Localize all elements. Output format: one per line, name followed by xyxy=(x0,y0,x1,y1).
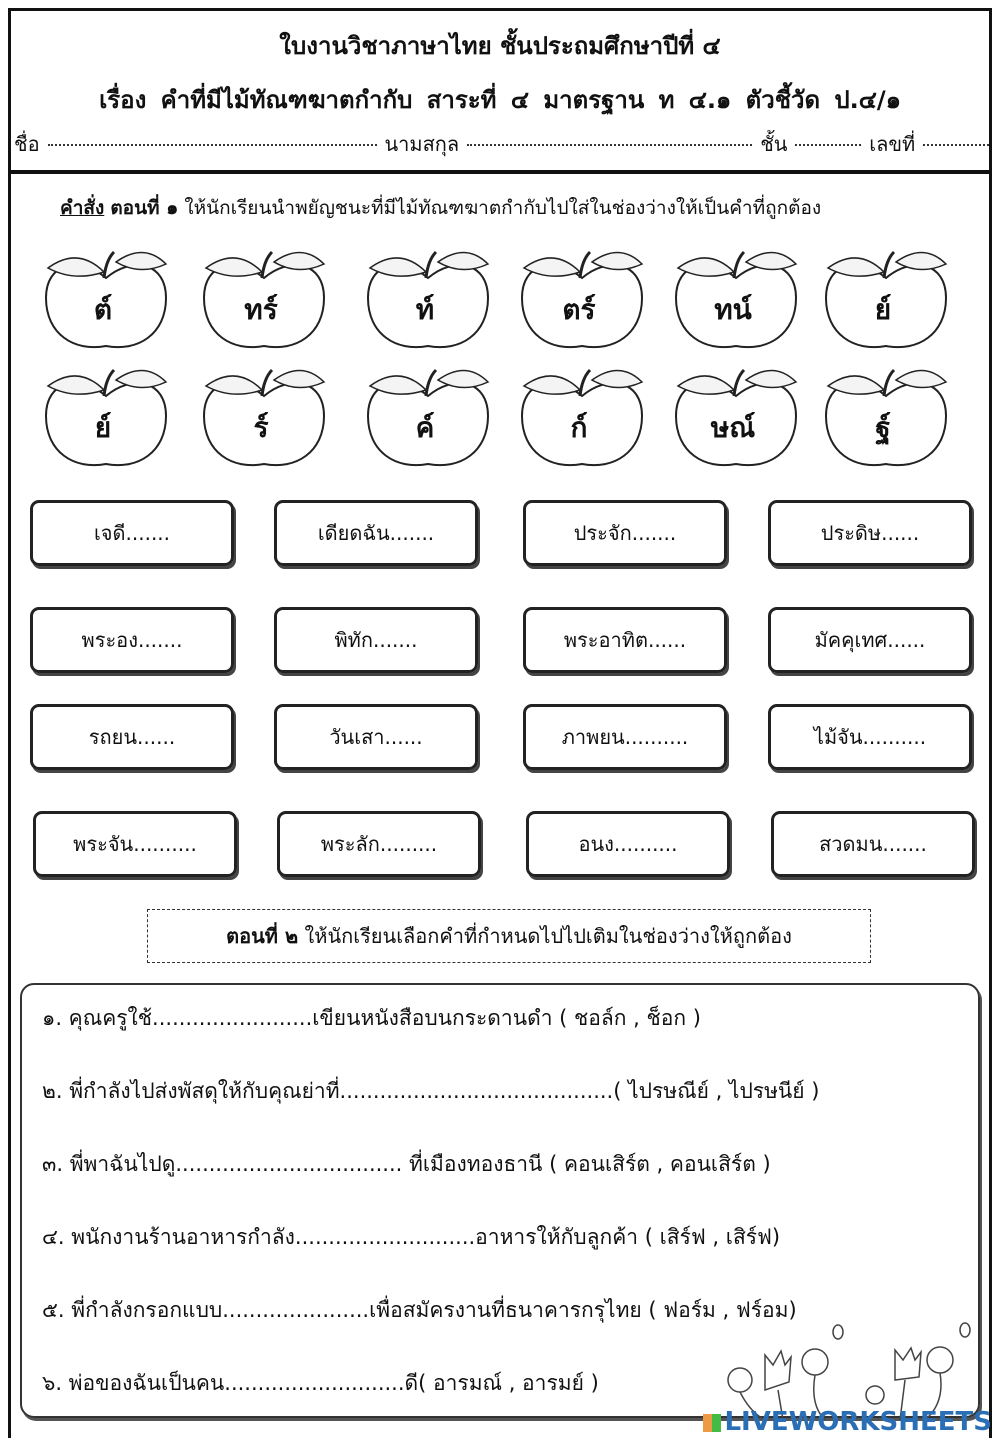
apple-letters: ทน์ xyxy=(714,293,752,326)
apple-card[interactable] xyxy=(670,366,802,474)
word-blank-box[interactable]: เจดี....... xyxy=(30,500,234,566)
apple-card[interactable] xyxy=(820,248,952,356)
surname-label: นามสกุล xyxy=(384,132,460,156)
flowers-decoration-icon xyxy=(720,1320,990,1420)
header-divider xyxy=(8,170,992,174)
apple-card[interactable] xyxy=(516,248,648,356)
apple-letters: ท์ xyxy=(415,293,435,326)
apple-letters: ก์ xyxy=(570,411,588,444)
word-blank-box[interactable]: พระจัน.......... xyxy=(33,811,237,877)
apple-letters: ย์ xyxy=(874,293,892,326)
part2-label: ตอนที่ ๒ xyxy=(226,924,299,948)
apple-card[interactable] xyxy=(362,366,494,474)
question-item[interactable]: ๖. พ่อของฉันเป็นคน...........................ดี( อารมณ์ , อารมย์ ) xyxy=(42,1371,599,1395)
student-info-row xyxy=(14,128,989,160)
apple-card[interactable] xyxy=(820,366,952,474)
word-blank-box[interactable]: พิทัก....... xyxy=(274,607,478,673)
apple-card[interactable] xyxy=(198,366,330,474)
question-item[interactable]: ๕. พี่กำลังกรอกแบบ......................เพื่อสมัครงานที่ธนาคารกรุไทย ( ฟอร์ม , ฟร์อม) xyxy=(42,1298,797,1322)
apple-letters: ษณ์ xyxy=(710,411,756,444)
apple-card[interactable] xyxy=(516,366,648,474)
word-blank-box[interactable]: ไม้จัน.......... xyxy=(768,704,972,770)
name-label: ชื่อ xyxy=(14,132,40,156)
word-blank-box[interactable]: พระอาทิต...... xyxy=(523,607,727,673)
word-blank-box[interactable]: สวดมน....... xyxy=(771,811,975,877)
part2-heading xyxy=(147,909,871,963)
part1-text: ให้นักเรียนนำพยัญชนะที่มีไม้ทัณฑฆาตกำกับไปใส่ในช่องว่างให้เป็นคำที่ถูกต้อง xyxy=(184,197,822,219)
word-blank-box[interactable]: ประดิษ...... xyxy=(768,500,972,566)
question-item[interactable]: ๒. พี่กำลังไปส่งพัสดุให้กับคุณย่าที่.........................................( ไปรษณีย์ , ไปรษนีย์ ) xyxy=(42,1079,820,1103)
worksheet-subtitle: เรื่อง คำที่มีไม้ทัณฑฆาตกำกับ สาระที่ ๔ มาตรฐาน ท ๔.๑ ตัวชี้วัด ป.๔/๑ xyxy=(99,86,901,114)
apple-letters: ตร์ xyxy=(562,293,596,326)
word-blank-box[interactable]: พระอง....... xyxy=(30,607,234,673)
word-blank-box[interactable]: ประจัก....... xyxy=(523,500,727,566)
word-blank-box[interactable]: รถยน...... xyxy=(30,704,234,770)
part2-text: ให้นักเรียนเลือกคำที่กำหนดไปไปเติมในช่องว่างให้ถูกต้อง xyxy=(304,924,792,948)
word-blank-box[interactable]: เดียดฉัน....... xyxy=(274,500,478,566)
class-label: ชั้น xyxy=(760,132,788,156)
number-field[interactable] xyxy=(923,128,989,146)
name-field[interactable] xyxy=(48,128,377,146)
word-blank-box[interactable]: ภาพยน.......... xyxy=(523,704,727,770)
word-blank-box[interactable]: มัคคุเทศ...... xyxy=(768,607,972,673)
word-blank-box[interactable]: อนง.......... xyxy=(526,811,730,877)
apple-letters: ร์ xyxy=(253,411,269,444)
class-field[interactable] xyxy=(795,128,861,146)
number-label: เลขที่ xyxy=(869,132,916,156)
command-label: คำสั่ง xyxy=(60,197,105,219)
liveworksheets-logo: LIVEWORKSHEETS xyxy=(703,1407,992,1437)
question-item[interactable]: ๑. คุณครูใช้........................เขียนหนังสือบนกระดานดำ ( ชอล์ก , ช็อก ) xyxy=(42,1006,701,1030)
word-blank-box[interactable]: พระลัก......... xyxy=(277,811,481,877)
apple-card[interactable] xyxy=(40,248,172,356)
apple-letters: ย์ xyxy=(94,411,112,444)
surname-field[interactable] xyxy=(467,128,752,146)
apple-card[interactable] xyxy=(198,248,330,356)
part1-label: ตอนที่ ๑ xyxy=(110,197,179,219)
question-item[interactable]: ๓. พี่พาฉันไปดู.................................. ที่เมืองทองธานี ( คอนเสิร์ต , คอนเสิร์ต ) xyxy=(42,1152,771,1176)
apple-letters: ทร์ xyxy=(244,293,278,326)
apple-letters: ต์ xyxy=(93,293,113,326)
apple-letters: ฐ์ xyxy=(875,411,891,444)
apple-letters: ค์ xyxy=(415,411,435,444)
part1-instruction xyxy=(60,193,821,223)
word-blank-box[interactable]: วันเสา...... xyxy=(274,704,478,770)
question-item[interactable]: ๔. พนักงานร้านอาหารกำลัง...........................อาหารให้กับลูกค้า ( เสิร์ฟ , เสิร์ฟ) xyxy=(42,1225,781,1249)
worksheet-title: ใบงานวิชาภาษาไทย ชั้นประถมศึกษาปีที่ ๔ xyxy=(279,32,721,60)
apple-card[interactable] xyxy=(670,248,802,356)
apple-card[interactable] xyxy=(362,248,494,356)
apple-card[interactable] xyxy=(40,366,172,474)
